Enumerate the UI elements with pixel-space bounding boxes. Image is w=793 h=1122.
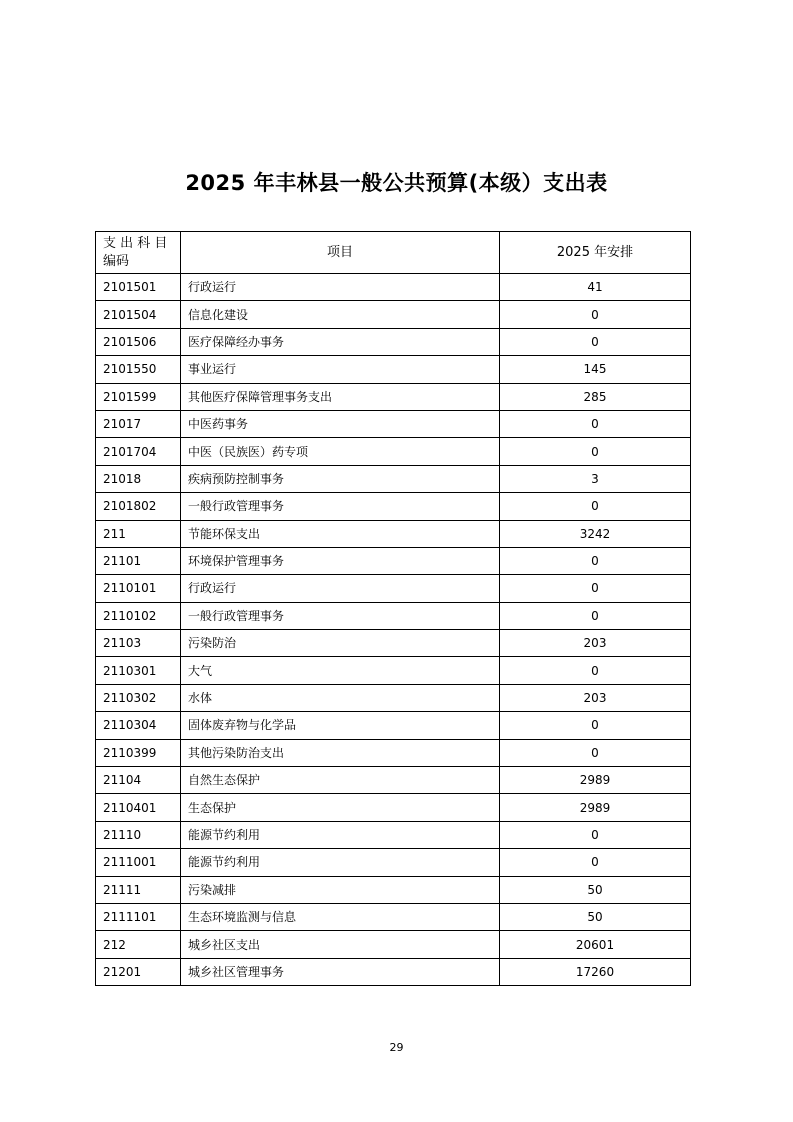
row-code: 2110399 (96, 739, 181, 766)
row-amount: 0 (500, 739, 691, 766)
row-amount: 3 (500, 465, 691, 492)
row-name: 能源节约利用 (181, 821, 500, 848)
row-name: 其他医疗保障管理事务支出 (181, 383, 500, 410)
row-code: 2101599 (96, 383, 181, 410)
row-code: 21111 (96, 876, 181, 903)
table-body (96, 274, 691, 986)
table-row (96, 849, 691, 876)
row-code: 2101504 (96, 301, 181, 328)
row-name: 城乡社区管理事务 (181, 958, 500, 985)
row-name: 污染减排 (181, 876, 500, 903)
header-code: 支 出 科 目 编码 (96, 232, 181, 274)
row-amount: 0 (500, 328, 691, 355)
row-amount: 0 (500, 493, 691, 520)
row-name: 医疗保障经办事务 (181, 328, 500, 355)
row-name: 中医（民族医）药专项 (181, 438, 500, 465)
row-code: 2110304 (96, 712, 181, 739)
row-amount: 20601 (500, 931, 691, 958)
table-row (96, 465, 691, 492)
row-name: 中医药事务 (181, 410, 500, 437)
row-name: 疾病预防控制事务 (181, 465, 500, 492)
table-row (96, 356, 691, 383)
row-name: 环境保护管理事务 (181, 547, 500, 574)
row-name: 生态环境监测与信息 (181, 903, 500, 930)
row-name: 其他污染防治支出 (181, 739, 500, 766)
row-code: 2110102 (96, 602, 181, 629)
row-amount: 203 (500, 684, 691, 711)
table-row (96, 383, 691, 410)
row-amount: 203 (500, 630, 691, 657)
row-name: 节能环保支出 (181, 520, 500, 547)
table-row (96, 931, 691, 958)
row-name: 信息化建设 (181, 301, 500, 328)
row-code: 2111101 (96, 903, 181, 930)
row-name: 一般行政管理事务 (181, 602, 500, 629)
table-header-row (96, 232, 691, 274)
row-code: 2101704 (96, 438, 181, 465)
row-amount: 0 (500, 712, 691, 739)
row-amount: 145 (500, 356, 691, 383)
page-title: 2025 年丰林县一般公共预算(本级）支出表 (185, 171, 608, 195)
table-row (96, 328, 691, 355)
row-code: 2111001 (96, 849, 181, 876)
table-row (96, 958, 691, 985)
row-amount: 3242 (500, 520, 691, 547)
row-name: 大气 (181, 657, 500, 684)
table-row (96, 684, 691, 711)
row-amount: 0 (500, 301, 691, 328)
table-row (96, 520, 691, 547)
row-amount: 0 (500, 547, 691, 574)
row-name: 生态保护 (181, 794, 500, 821)
row-name: 事业运行 (181, 356, 500, 383)
row-amount: 41 (500, 274, 691, 301)
row-amount: 2989 (500, 767, 691, 794)
row-code: 21103 (96, 630, 181, 657)
table-row (96, 438, 691, 465)
table-row (96, 575, 691, 602)
row-code: 2110101 (96, 575, 181, 602)
row-code: 2101506 (96, 328, 181, 355)
row-code: 21017 (96, 410, 181, 437)
row-amount: 0 (500, 410, 691, 437)
row-name: 水体 (181, 684, 500, 711)
table-row (96, 876, 691, 903)
header-amount: 2025 年安排 (500, 232, 691, 274)
row-code: 212 (96, 931, 181, 958)
row-code: 2110302 (96, 684, 181, 711)
row-amount: 0 (500, 821, 691, 848)
row-amount: 0 (500, 602, 691, 629)
row-name: 自然生态保护 (181, 767, 500, 794)
row-code: 21110 (96, 821, 181, 848)
table-row (96, 767, 691, 794)
table-row (96, 821, 691, 848)
row-amount: 285 (500, 383, 691, 410)
table-row (96, 274, 691, 301)
row-amount: 50 (500, 903, 691, 930)
row-code: 2101802 (96, 493, 181, 520)
page-number: 29 (389, 1041, 404, 1054)
row-name: 行政运行 (181, 575, 500, 602)
table-row (96, 739, 691, 766)
row-name: 固体废弃物与化学品 (181, 712, 500, 739)
row-code: 21018 (96, 465, 181, 492)
row-code: 2101550 (96, 356, 181, 383)
row-amount: 17260 (500, 958, 691, 985)
row-name: 一般行政管理事务 (181, 493, 500, 520)
row-name: 污染防治 (181, 630, 500, 657)
header-name: 项目 (181, 232, 500, 274)
row-amount: 50 (500, 876, 691, 903)
row-amount: 2989 (500, 794, 691, 821)
row-code: 2110401 (96, 794, 181, 821)
row-code: 211 (96, 520, 181, 547)
table-row (96, 712, 691, 739)
table-row (96, 410, 691, 437)
table-row (96, 794, 691, 821)
row-name: 能源节约利用 (181, 849, 500, 876)
row-code: 2110301 (96, 657, 181, 684)
table-row (96, 657, 691, 684)
table-row (96, 903, 691, 930)
row-amount: 0 (500, 438, 691, 465)
row-code: 21201 (96, 958, 181, 985)
table-row (96, 630, 691, 657)
table-row (96, 301, 691, 328)
row-name: 城乡社区支出 (181, 931, 500, 958)
row-amount: 0 (500, 575, 691, 602)
table-row (96, 602, 691, 629)
row-amount: 0 (500, 849, 691, 876)
row-amount: 0 (500, 657, 691, 684)
table-row (96, 547, 691, 574)
row-code: 2101501 (96, 274, 181, 301)
row-code: 21104 (96, 767, 181, 794)
row-name: 行政运行 (181, 274, 500, 301)
row-code: 21101 (96, 547, 181, 574)
table-row (96, 493, 691, 520)
budget-table (95, 231, 691, 986)
